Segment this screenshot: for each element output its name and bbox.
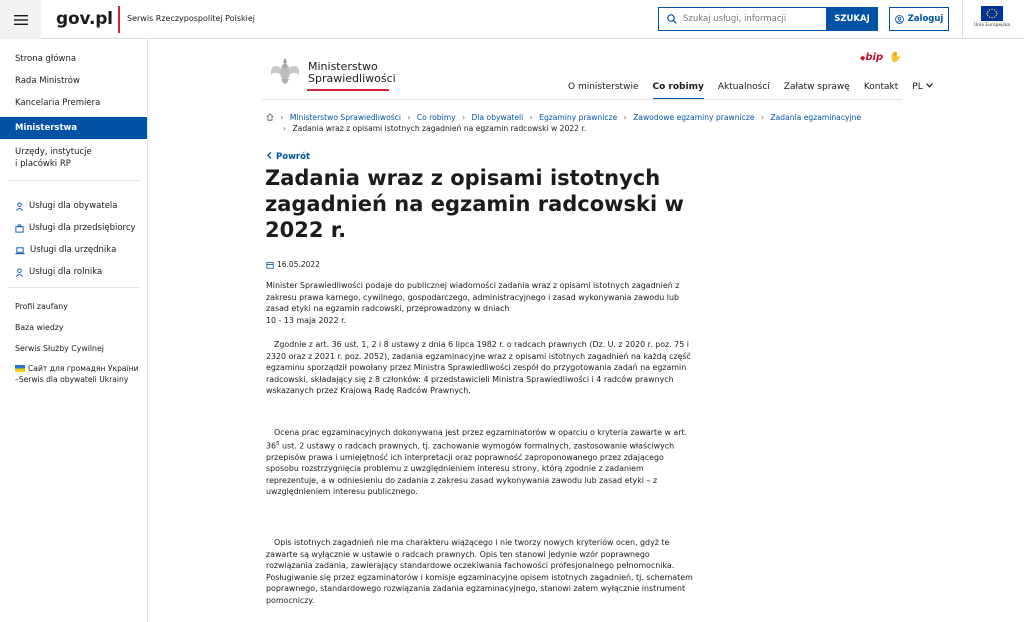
search-button[interactable]: SZUKAJ	[826, 7, 878, 31]
chevron-down-icon	[926, 83, 933, 88]
page-title: Zadania wraz z opisami istotnych zagadnień na egzamin radcowski w 2022 r.	[265, 166, 684, 242]
eagle-emblem-icon	[268, 55, 302, 91]
sidebar-item-urzedy[interactable]	[0, 147, 147, 170]
sidebar-divider	[8, 180, 140, 181]
sign-language-link[interactable]	[889, 52, 901, 63]
sidebar-divider	[8, 287, 140, 288]
sidebar-link-sluzba-cywilna[interactable]: Serwis Służby Cywilnej	[15, 344, 104, 353]
breadcrumb	[266, 112, 886, 134]
breadcrumb-item[interactable]: Zadania egzaminacyjne	[770, 113, 862, 122]
sidebar-item-uslugi-urzednik[interactable]	[0, 239, 147, 261]
breadcrumb-separator: ›	[280, 113, 284, 122]
sidebar-ukraine-line1: Сайт для громадян України	[28, 364, 139, 373]
language-label: PL	[912, 82, 923, 92]
eu-divider	[962, 0, 963, 39]
bip-label: bip	[865, 52, 884, 63]
briefcase-icon	[15, 224, 24, 233]
article-paragraph: Opis istotnych zagadnień nie ma charakteru wiążącego i nie tworzy nowych kryteriów ocen, gdyż te zawarte są wyłącznie w ustawie o radcach prawnych. Opis ten stanowi jedynie wzór poprawnego rozwiązania zadania, zawierający standardowe oczekiwania fachowości profesjonalnego pełnomocnika. Posługiwanie się przez egzaminatorów i komisje egzaminacyjne opisem istotnych zagadnień, tj. schematem poprawnego, standardowego rozwiązania zadania egzaminacyjnego, stanowi zatem wyłącznie instrument pomocniczy.	[266, 538, 693, 605]
sidebar	[0, 39, 148, 622]
breadcrumb-separator: ›	[623, 113, 627, 122]
ukraine-flag-icon	[15, 365, 25, 372]
breadcrumb-separator: ›	[529, 113, 533, 122]
article-p3-text-b: ust. 2 ustawy o radcach prawnych, tj. zachowanie wymogów formalnych, zastosowanie właściwych przepisów prawa i umiejętność ich interpretacji oraz poprawność zaproponowanego przez zdającego sposobu rozstrzygnięcia problemu z uwzględnieniem interesu strony, którą zgodnie z zadaniem reprezentuje, a w odniesieniu do zadania z zakresu zasad wykonywania zawodu lub zasad etyki – z uwzględnieniem interesu publicznego.	[266, 441, 675, 497]
hamburger-icon	[14, 15, 28, 25]
sidebar-link-baza-wiedzy[interactable]: Baza wiedzy	[15, 323, 64, 332]
laptop-icon	[15, 246, 25, 255]
search-form	[658, 7, 878, 31]
search-box	[658, 7, 826, 31]
article-paragraph	[266, 280, 694, 326]
sidebar-item-urzedy-line1: Urzędy, instytucje	[15, 147, 92, 157]
calendar-icon	[266, 261, 274, 269]
breadcrumb-separator: ›	[407, 113, 411, 122]
person-icon	[15, 202, 24, 211]
sidebar-item-label: Usługi dla urzędnika	[30, 245, 117, 255]
ministry-underline	[307, 89, 389, 91]
service-name: Serwis Rzeczypospolitej Polskiej	[127, 14, 255, 23]
publish-date	[266, 260, 320, 269]
article-p1-text: Minister Sprawiedliwości podaje do publicznej wiadomości zadania wraz z opisami istotnych zagadnień z zakresu prawa karnego, cywilnego, gospodarczego, administracyjnego i zasad wykonywania zawodu lub zasad etyki na egzamin radcowski, przeprowadzony w dniach	[266, 281, 680, 313]
sidebar-item-label: Usługi dla obywatela	[29, 201, 118, 211]
nav-zalatw-sprawe[interactable]: Załatw sprawę	[783, 82, 850, 92]
user-icon	[895, 15, 904, 24]
breadcrumb-separator: ›	[462, 113, 466, 122]
menu-button[interactable]	[0, 0, 41, 39]
login-label: Zaloguj	[907, 14, 944, 24]
breadcrumb-separator: ›	[283, 124, 287, 133]
search-input[interactable]	[683, 14, 813, 24]
article-paragraph	[266, 427, 694, 498]
nav-co-robimy[interactable]: Co robimy	[652, 82, 704, 92]
ministry-name-line1: Ministerstwo	[308, 59, 378, 73]
eu-label: Unia Europejska	[973, 23, 1011, 28]
sidebar-item-rada-ministrow[interactable]: Rada Ministrów	[15, 76, 80, 86]
ministry-name-line2: Sprawiedliwości	[308, 72, 396, 85]
back-label: Powrót	[276, 152, 311, 162]
sidebar-item-uslugi-rolnik[interactable]	[0, 261, 147, 283]
sidebar-item-uslugi-obywatel[interactable]	[0, 195, 147, 217]
main-navigation	[568, 82, 933, 92]
sidebar-item-label: Usługi dla rolnika	[29, 267, 103, 277]
breadcrumb-item[interactable]: Egzaminy prawnicze	[539, 113, 618, 122]
sidebar-item-strona-glowna[interactable]: Strona główna	[15, 54, 77, 64]
sidebar-item-label: Usługi dla przedsiębiorcy	[29, 223, 136, 233]
gov-logo[interactable]: gov.pl	[56, 9, 113, 29]
breadcrumb-item[interactable]: Co robimy	[416, 113, 456, 122]
publish-date-value: 16.05.2022	[277, 260, 320, 269]
article-p3-text-a: Ocena prac egzaminacyjnych dokonywana jest przez egzaminatorów w oparciu o kryteria zawarte w art. 36	[266, 428, 688, 451]
nav-aktualnosci[interactable]: Aktualności	[717, 82, 770, 92]
sign-language-icon: ✋	[889, 52, 902, 63]
home-icon[interactable]	[266, 113, 274, 121]
ministry-name	[308, 61, 396, 86]
article-paragraph: Zgodnie z art. 36 ust. 1, 2 i 8 ustawy z dnia 6 lipca 1982 r. o radcach prawnych (Dz. U. z 2020 r. poz. 75 i 2320 oraz z 2021 r. poz. 2052), zadania egzaminacyjne wraz z opisami istotnych zagadnień na każdą część egzaminu sporządził powołany przez Ministra Sprawiedliwości zespół do przygotowania zadań na egzamin radcowski, składający się z 8 członków: 4 przedstawicieli Ministra Sprawiedliwości i 4 radców prawnych wskazanych przez Krajową Radę Radców Prawnych.	[266, 340, 691, 395]
bip-icon: ◆	[860, 54, 866, 62]
login-button[interactable]	[889, 7, 949, 31]
sidebar-link-ukraine[interactable]	[0, 363, 147, 385]
nav-divider	[262, 99, 902, 100]
breadcrumb-current: Zadania wraz z opisami istotnych zagadnień na egzamin radcowski w 2022 r.	[292, 124, 587, 133]
sidebar-item-urzedy-line2: i placówki RP	[15, 158, 71, 169]
logo-divider	[118, 6, 120, 33]
eu-logo[interactable]	[972, 6, 1012, 28]
bip-link[interactable]	[860, 52, 883, 63]
sidebar-ukraine-line2: –Serwis dla obywateli Ukrainy	[15, 375, 129, 384]
breadcrumb-item[interactable]: Ministerstwo Sprawiedliwości	[289, 113, 401, 122]
article-p1-dates: 10 - 13 maja 2022 r.	[266, 315, 347, 325]
chevron-left-icon	[267, 152, 272, 159]
language-select[interactable]	[912, 82, 932, 92]
back-link[interactable]	[267, 152, 310, 162]
ministry-logo[interactable]	[268, 55, 396, 91]
breadcrumb-item[interactable]: Dla obywateli	[471, 113, 524, 122]
sidebar-link-profil-zaufany[interactable]: Profil zaufany	[15, 302, 68, 311]
top-bar	[0, 0, 1024, 39]
nav-kontakt[interactable]: Kontakt	[863, 82, 899, 92]
sidebar-item-kancelaria-premiera[interactable]: Kancelaria Premiera	[15, 98, 101, 108]
article-p3-sup: 5	[276, 440, 280, 447]
sidebar-item-ministerstwa[interactable]: Ministerstwa	[0, 117, 147, 139]
farmer-icon	[15, 268, 24, 277]
nav-o-ministerstwie[interactable]: O ministerstwie	[568, 82, 639, 92]
search-icon	[667, 14, 677, 24]
breadcrumb-separator: ›	[760, 113, 764, 122]
eu-flag-icon	[981, 6, 1003, 21]
breadcrumb-item[interactable]: Zawodowe egzaminy prawnicze	[633, 113, 755, 122]
sidebar-item-uslugi-przedsiebiorca[interactable]	[0, 217, 147, 239]
